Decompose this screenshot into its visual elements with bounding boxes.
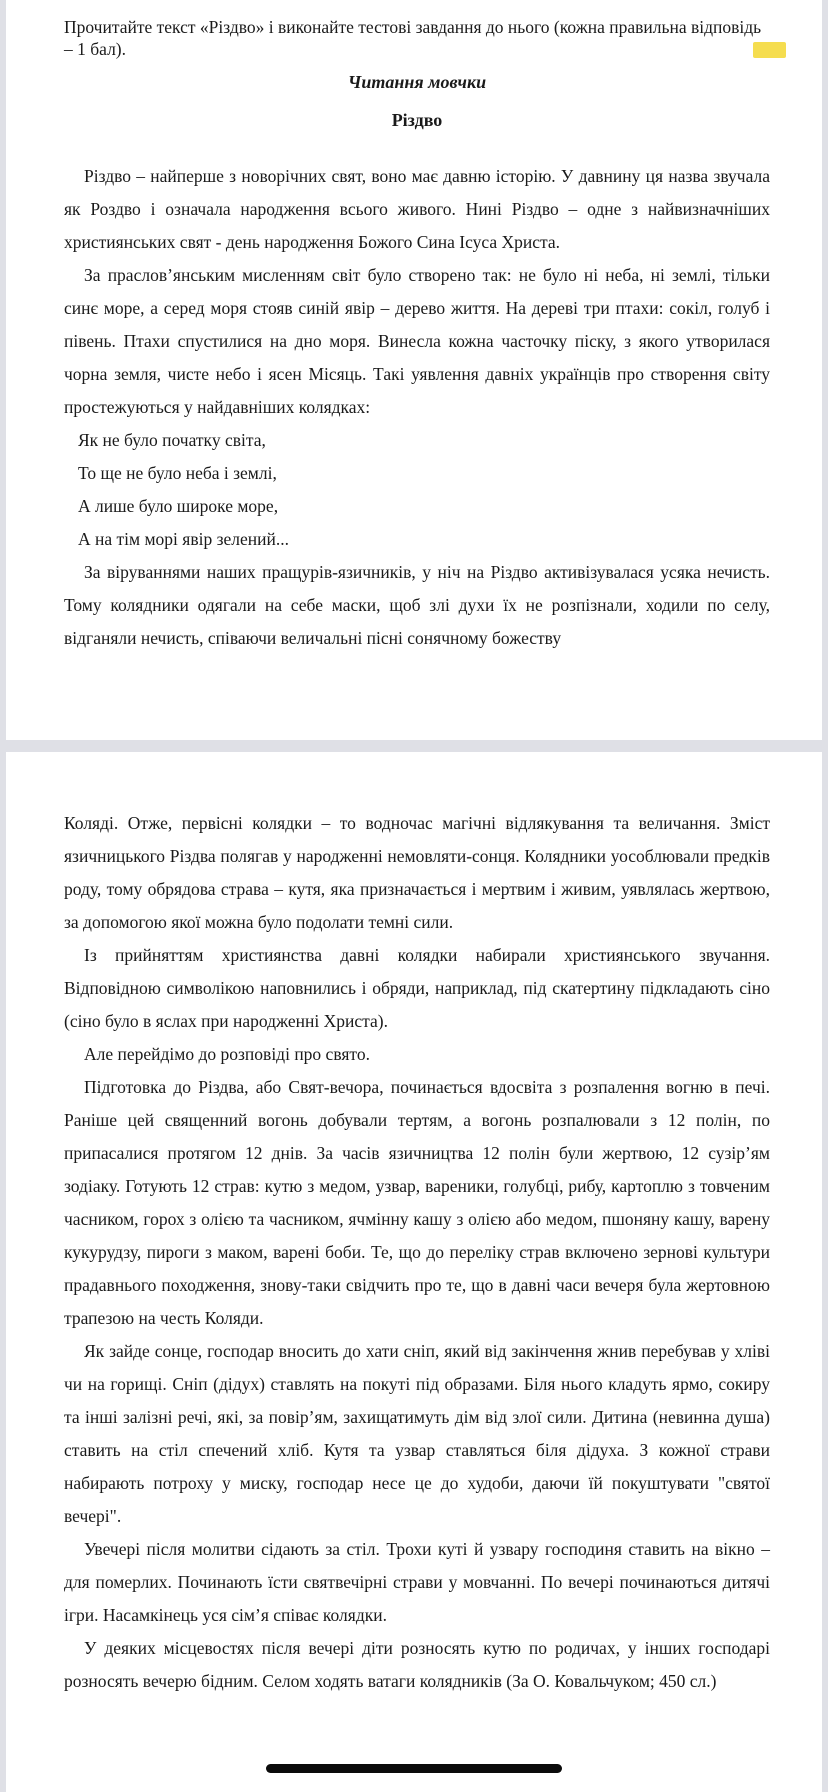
task-instruction: Прочитайте текст «Різдво» і виконайте тестові завдання до нього (кожна правильна відповідь – 1 бал). [64, 17, 762, 59]
paragraph: Як зайде сонце, господар вносить до хати сніп, який від закінчення жнив перебував у хліві чи на горищі. Сніп (дідух) ставлять на покуті під образами. Біля нього кладуть ярмо, сокиру та інші залізні речі, які, за повір’ям, захищатимуть дім від злої сили. Дитина (невинна душа) ставить на стіл спечений хліб. Кутя та узвар ставляться біля дідуха. З кожної страви набирають потроху у миску, господар несе це до худоби, даючи їй покуштувати "святої вечері". [64, 1341, 770, 1526]
verse-line: А на тім морі явір зелений... [78, 529, 289, 549]
document-page-2 [6, 752, 822, 1792]
paragraph: Увечері після молитви сідають за стіл. Трохи куті й узвару господиня ставить на вікно – для померлих. Починають їсти святвечірні страви у мовчанні. По вечері починаються дитячі ігри. Насамкінець уся сім’я співає колядки. [64, 1539, 770, 1625]
verse-line: Як не було початку світа, [78, 430, 266, 450]
paragraph: Коляді. Отже, первісні колядки – то водночас магічні відлякування та величання. Зміст язичницького Різдва полягав у народженні немовляти-сонця. Колядники уособлювали предків роду, тому обрядова страва – кутя, яка призначається і мертвим і живим, уявлялась жертвою, за допомогою якої можна було подолати темні сили. [64, 813, 770, 932]
document-page-1 [6, 0, 822, 740]
paragraph: Із прийняттям християнства давні колядки набирали християнського звучання. Відповідною символікою наповнились і обряди, наприклад, під скатертину підкладають сіно (сіно було в яслах при народженні Христа). [64, 945, 770, 1031]
page-2-content [64, 807, 770, 1698]
task-heading: Читання мовчки [347, 72, 487, 92]
paragraph: Підготовка до Різдва, або Свят-вечора, починається вдосвіта з розпалення вогню в печі. Раніше цей священний вогонь добували тертям, а вогонь розпалювали з 12 полін, по припасалися протягом 12 днів. За часів язичництва 12 полін були жертвою, 12 сузір’ям зодіаку. Готують 12 страв: кутю з медом, узвар, вареники, голубці, рибу, картоплю з товченим часником, горох з олією та часником, ячмінну кашу з олією або медом, пшоняну кашу, варену кукурудзу, пироги з маком, варені боби. Те, що до переліку страв включено зернові культури прадавнього походження, знову-таки свідчить про те, що в давні часи вечеря була жертовною трапезою на честь Коляди. [64, 1077, 770, 1328]
paragraph: За праслов’янським мисленням світ було створено так: не було ні неба, ні землі, тільки синє море, а серед моря стояв синій явір – дерево життя. На дереві три птахи: сокіл, голуб і півень. Птахи спустилися на дно моря. Винесла кожна часточку піску, з якого утворилася чорна земля, чисте небо і ясен Місяць. Такі уявлення давніх українців про створення світу простежуються у найдавніших колядках: [64, 265, 770, 417]
home-indicator[interactable] [266, 1764, 562, 1773]
paragraph: За віруваннями наших пращурів-язичників, у ніч на Різдво активізувалася усяка нечисть. Тому колядники одягали на себе маски, щоб злі духи їх не розпізнали, ходили по селу, відганяли нечисть, співаючи величальні пісні сонячному божеству [64, 562, 770, 648]
paragraph: У деяких місцевостях після вечері діти розносять кутю по родичах, у інших господарі розносять вечерю бідним. Селом ходять ватаги колядників (За О. Ковальчуком; 450 сл.) [64, 1638, 770, 1691]
text-title: Різдво [391, 110, 443, 130]
paragraph: Різдво – найперше з новорічних свят, воно має давню історію. У давнину ця назва звучала як Роздво і означала народження всього живого. Нині Різдво – одне з найвизначніших християнських свят - день народження Божого Сина Ісуса Христа. [64, 166, 770, 252]
verse-line: А лише було широке море, [78, 496, 279, 516]
paragraph: Але перейдімо до розповіді про свято. [84, 1044, 370, 1064]
verse-line: То ще не було неба і землі, [78, 463, 277, 483]
page-1-content [64, 16, 770, 655]
